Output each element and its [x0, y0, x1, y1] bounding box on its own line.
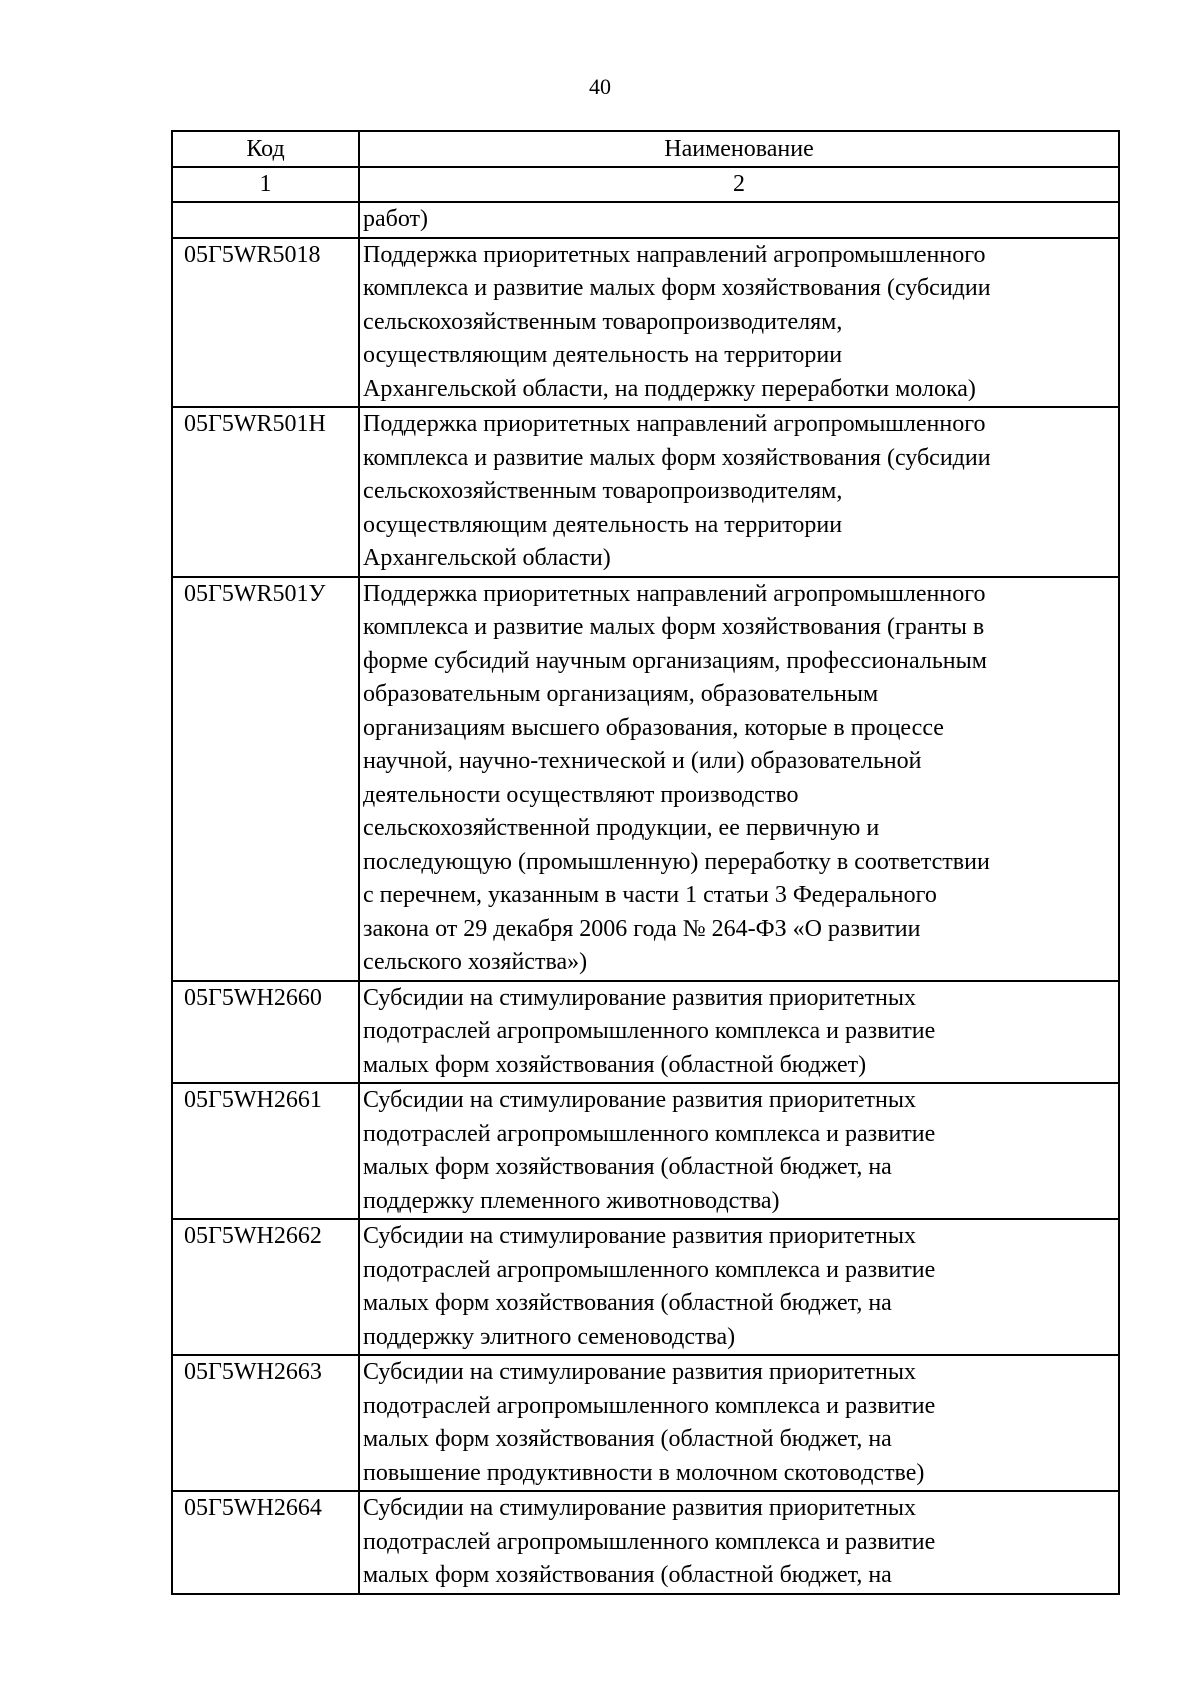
page-number: 40 [589, 74, 611, 99]
row-name-line: осуществляющим деятельность на территории [363, 511, 843, 538]
row-name-line: деятельности осуществляют производство [363, 781, 799, 808]
row-name-line: поддержку племенного животноводства) [363, 1187, 780, 1214]
row-name-line: научной, научно-технической и (или) образовательной [363, 748, 922, 774]
row-name-line: закона от 29 декабря 2006 года № 264-ФЗ «О развитии [363, 915, 921, 942]
row-name-line: Архангельской области) [363, 545, 611, 571]
row-name [359, 1083, 1119, 1219]
table-row [172, 1355, 1119, 1491]
row-name-line: сельскохозяйственным товаропроизводителям, [363, 478, 843, 504]
table-body [172, 202, 1119, 1594]
row-name-line: малых форм хозяйствования (областной бюджет, на [363, 1426, 892, 1452]
table-row [172, 1219, 1119, 1355]
table-row [172, 1083, 1119, 1219]
table-row [172, 1491, 1119, 1594]
table-row [172, 407, 1119, 577]
row-name [359, 577, 1119, 981]
row-name-line: последующую (промышленную) переработку в соответствии [363, 848, 990, 875]
row-name-line: подотраслей агропромышленного комплекса и развитие [363, 1018, 936, 1044]
row-name [359, 202, 1119, 238]
row-name-line: Поддержка приоритетных направлений агропромышленного [363, 241, 986, 268]
row-name-line: Субсидии на стимулирование развития приоритетных [363, 984, 916, 1011]
row-name-line: Архангельской области, на поддержку переработки молока) [363, 375, 976, 402]
row-name-line: Поддержка приоритетных направлений агропромышленного [363, 580, 986, 607]
row-code: 05Г5WН2662 [172, 1219, 359, 1355]
row-code: 05Г5WН2664 [172, 1491, 359, 1594]
row-name-line: малых форм хозяйствования (областной бюджет, на [363, 1562, 892, 1588]
row-code: 05Г5WН2663 [172, 1355, 359, 1491]
row-code: 05Г5WН2661 [172, 1083, 359, 1219]
column-number-2: 2 [359, 167, 1119, 202]
row-name-line: работ) [363, 206, 429, 232]
table-row [172, 577, 1119, 981]
table-row [172, 238, 1119, 408]
table-row [172, 981, 1119, 1084]
row-name [359, 407, 1119, 577]
row-name-line: подотраслей агропромышленного комплекса и развитие [363, 1120, 936, 1147]
column-number-1: 1 [172, 167, 359, 202]
table-row [172, 202, 1119, 238]
row-code: 05Г5WR5018 [172, 238, 359, 408]
column-header-name: Наименование [359, 131, 1119, 167]
row-name-line: поддержку элитного семеноводства) [363, 1323, 736, 1350]
row-name-line: малых форм хозяйствования (областной бюджет, на [363, 1154, 892, 1180]
row-name-line: образовательным организациям, образовательным [363, 681, 879, 707]
row-name-line: комплекса и развитие малых форм хозяйствования (субсидии [363, 275, 991, 301]
row-name-line: малых форм хозяйствования (областной бюджет, на [363, 1290, 892, 1316]
row-name [359, 238, 1119, 408]
row-name-line: комплекса и развитие малых форм хозяйствования (гранты в [363, 614, 985, 640]
row-name-line: подотраслей агропромышленного комплекса и развитие [363, 1528, 936, 1555]
row-name-line: сельского хозяйства») [363, 949, 588, 975]
row-name-line: Субсидии на стимулирование развития приоритетных [363, 1495, 916, 1521]
row-code: 05Г5WR501У [172, 577, 359, 981]
row-name [359, 1219, 1119, 1355]
row-name-line: комплекса и развитие малых форм хозяйствования (субсидии [363, 444, 991, 471]
row-name-line: с перечнем, указанным в части 1 статьи 3 Федерального [363, 882, 937, 908]
table-header-row [172, 131, 1119, 167]
row-name-line: малых форм хозяйствования (областной бюджет) [363, 1051, 867, 1078]
row-name-line: сельскохозяйственным товаропроизводителям, [363, 308, 843, 335]
row-name-line: повышение продуктивности в молочном скотоводстве) [363, 1459, 925, 1486]
row-name-line: форме субсидий научным организациям, профессиональным [363, 647, 987, 674]
row-code [172, 202, 359, 238]
row-name-line: подотраслей агропромышленного комплекса и развитие [363, 1392, 936, 1419]
row-name-line: Субсидии на стимулирование развития приоритетных [363, 1087, 916, 1113]
row-name-line: осуществляющим деятельность на территории [363, 342, 843, 368]
row-code: 05Г5WН2660 [172, 981, 359, 1084]
row-code: 05Г5WR501Н [172, 407, 359, 577]
row-name-line: организациям высшего образования, которые в процессе [363, 714, 944, 741]
column-number-row [172, 167, 1119, 202]
column-header-code: Код [172, 131, 359, 167]
row-name-line: Поддержка приоритетных направлений агропромышленного [363, 411, 986, 437]
row-name [359, 981, 1119, 1084]
row-name-line: сельскохозяйственной продукции, ее первичную и [363, 815, 880, 841]
row-name [359, 1491, 1119, 1594]
row-name-line: подотраслей агропромышленного комплекса и развитие [363, 1256, 936, 1283]
code-table [171, 130, 1120, 1595]
row-name-line: Субсидии на стимулирование развития приоритетных [363, 1359, 916, 1385]
row-name [359, 1355, 1119, 1491]
row-name-line: Субсидии на стимулирование развития приоритетных [363, 1223, 916, 1249]
